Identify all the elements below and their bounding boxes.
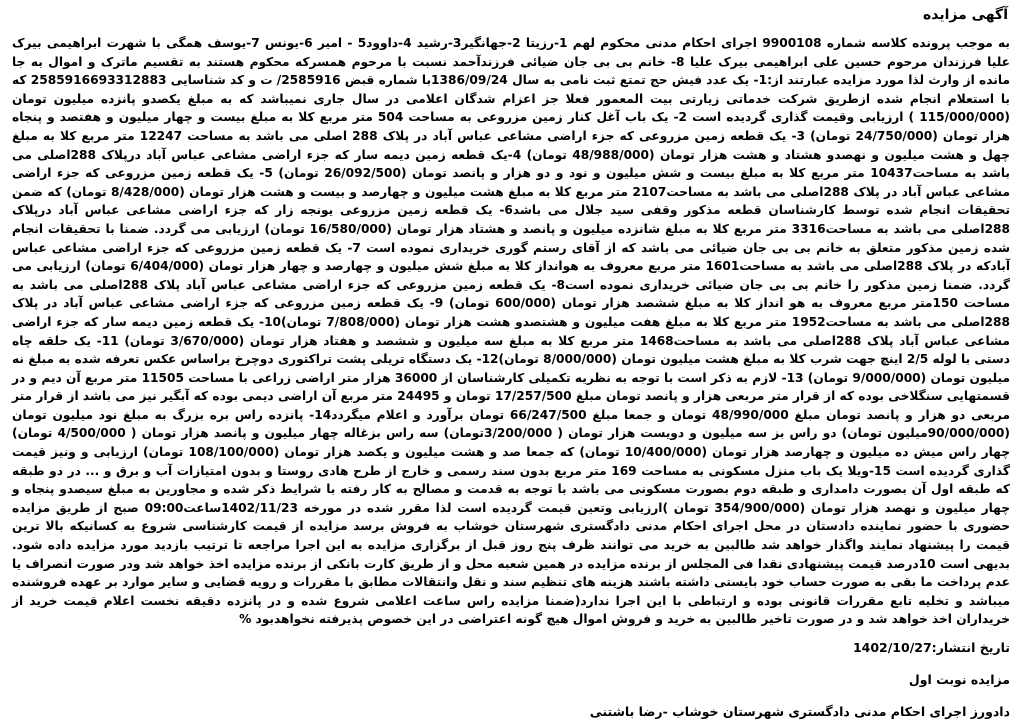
notice-title: آگهی مزایده: [922, 7, 1008, 23]
notice-body: به موجب پرونده کلاسه شماره 9900108 اجرای احکام مدنی محکوم لهم 1-رزیتا 2-جهانگیر3-رشید 4-داوود5 - امیر 6-یونس 7-یوسف همگی با شهرت ابراهیمی بیرک علیا فرزندان مرحوم حسین علی ابراهیمی بیرک علیا 8- خانم بی بی جان ضیائی فرزندآحمد نسبت با مرحوم همسرکه محکوم هستند به تقسیم ماترک و اموال به جا مانده از وارث لذا مورد مزایده عبارتند از:1- یک عدد فیش حج تمتع ثبت نامی به سال 1386/09/24با شماره قبض 2585916/ ت و کد شناسایی 2585916693312883 که با استعلام انجام شده ازطریق شرکت خدماتی زیارتی بیت المعمور فعلا جز اعزام شدگان اعلامی در سال جاری نمیباشد که به مبلغ یکصدو پانزده میلیون تومان (115/000/000 ) ارزیابی وقیمت گذاری گردیده است 2- یک باب آغل کنار زمین مزروعی به مساحت 504 متر مربع کلا به مبلغ بیست و چهار میلیون و هفتصد و پنجاه هزار تومان (24/750/000 تومان) 3- یک قطعه زمین مزروعی که جزء اراضی مشاعی عباس آباد در پلاک 288 اصلی می باشد به مساحت 12247 متر مربع کلا به مبلغ چهل و هشت میلیون و نهصدو هشتاد و هشت هزار تومان (48/988/000 تومان) 4-یک قطعه زمین دیمه سار که جزء اراضی مشاعی عباس آباد درپلاک 288اصلی می باشد به مساحت10437 متر مربع کلا به مبلغ بیست و شش میلیون و نود و دو هزار و پانصد تومان (26/092/500 تومان) 5- یک قطعه زمین مزروعی که جزء اراضی مشاعی عباس آباد در پلاک 288اصلی می باشد به مساحت2107 متر مربع کلا به مبلغ هشت میلیون و چهارصد و بیست و هشت هزار تومان (8/428/000 تومان) که ضمن تحقیقات انجام شده توسط کارشناسان قطعه مذکور وقفی سید جلال می باشد6- یک قطعه زمین مزروعی یونجه زار که جزء اراضی مشاعی عباس آباد درپلاک 288اصلی می باشد به مساحت3316 متر مربع کلا به مبلغ شانزده میلیون و پانصد و هشتاد هزار تومان (16/580/000 تومان) ارزیابی می گردد. ضمنا با تحقیقات انجام شده زمین مذکور متعلق به خانم بی بی جان ضیائی می باشد که از آقای رستم گوری خریداری نموده است 7- یک قطعه زمین مزروعی که جزء اراضی مشاعی عباس آبادکه در پلاک 288اصلی می باشد به مساحت1601 متر مربع معروف به هوانداز کلا به مبلغ شش میلیون و چهارصد و چهار هزار تومان (6/404/000 تومان) ارزیابی می گردد. ضمنا زمین مذکور را خانم بی بی جان ضیائی خریداری نموده است8- یک قطعه زمین مزروعی که جزء اراضی مشاعی عباس آباد پلاک 288اصلی می باشد به مساحت 150متر مربع معروف به هو انداز کلا به مبلغ ششصد هزار تومان (600/000 تومان) 9- یک قطعه زمین مزروعی که جزء اراضی مشاعی عباس آباد در پلاک 288اصلی می باشد به مساحت1952 متر مربع کلا به مبلغ هفت میلیون و هشتصدو هشت هزار تومان (7/808/000 تومان)10- یک قطعه زمین دیمه سار که جزء اراضی مشاعی عباس آباد پلاک 288اصلی می باشد به مساحت1468 متر مربع کلا به مبلغ سه میلیون و ششصد و هفتاد هزار تومان (3/670/000 تومان) 11- یک حلقه چاه دستی با لوله 2/5 اینچ جهت شرب کلا به مبلغ هشت میلیون تومان (8/000/000 تومان)12- یک دستگاه تریلی پشت تراکتوری دوچرخ براساس عکس تعرفه شده به مبلغ نه میلیون تومان (9/000/000 تومان) 13- لازم به ذکر است با توجه به نظریه تکمیلی کارشناسان از 36000 هزار متر اراضی زراعی با مساحت 11505 متر مربع آن دیم و در قسمتهایی سنگلاخی بوده که از قرار متر مربعی هزار و پانصد تومان مبلغ 17/257/500 تومان و 24495 متر مربع آن اراضی دیمی بوده که آبگیر نیز می باشد از قرار متر مربعی دو هزار و پانصد تومان مبلغ 48/990/000 تومان و جمعا مبلغ 66/247/500 تومان برآورد و اعلام میگردد14- پانزده راس بره بزرگ به مبلغ نود میلیون تومان (90/000/000میلیون تومان) دو راس بز سه میلیون و دویست هزار تومان ( 3/200/000تومان) سه راس بزغاله چهار میلیون و پانصد هزار تومان ( 4/500/000 تومان) چهار راس میش ده میلیون و چهارصد هزار تومان (10/400/000 تومان) که جمعا صد و هشت میلیون و یکصد هزار تومان (108/100/000 تومان) ارزیابی و ونیز قیمت گذاری گردیده است 15-ویلا یک باب منزل مسکونی به مساحت 169 متر مربع بدون سند رسمی و خارج از طرح هادی روستا و بدون امتیازات آب و برق و ... در دو طبقه که طبقه اول آن بصورت دامداری و طبقه دوم بصورت مسکونی می باشد با توجه به قدمت و مصالح به کار رفته با شرایط ذکر شده و مجاورین به مبلغ سیصدو پنجاه و چهار میلیون و نهصد هزار تومان (354/900/000 تومان )ارزیابی وتعین قیمت گردیده است لذا مقرر شده در مورخه 1402/11/23ساعت09:00 صبح از طریق مزایده حضوری با حضور نماینده دادستان در محل اجرای احکام مدنی دادگستری شهرستان خوشاب به فروش برسد مزایده از قیمت کارشناسی شروع به کسانیکه بالا ترین قیمت را پیشنهاد نمایند واگذار خواهد شد طالبین به خرید می توانند ظرف پنج روز قبل از برگزاری مزایده به این اجرا مراجعه تا ترتیب بازدید مورد مزایده داده شود. بدیهی است 10درصد قیمت پیشنهادی نقدا فی المجلس از برنده مزایده در همین شعبه محل و از طریق کارت بانکی از برنده مزایده اخذ خواهد شد ودر صورت انصراف یا عدم پرداخت ما بقی به صورت حساب خود بایستی داشته باشند هزینه های تنظیم سند و نقل وانتقالات مطابق با مقررات و رویه قضایی و سایر موارد بر عهده فروشنده میباشد و تخلیه تابع مقررات قانونی بوده و ارتباطی با این اجرا ندارد(ضمنا مزایده راس ساعت اعلامی شروع شده و در پانزده دقیقه نخست اعلام قیمت خرید از خریداران اخذ خواهد شد و در صورت تاخیر طالبین به خرید و فروش اموال هیچ گونه اعتراضی در این خصوص پذیرفته نخواهدبود %: [12, 36, 1011, 627]
auction-round: مزایده نوبت اول: [908, 672, 1010, 687]
publish-date: تاریخ انتشار:1402/10/27: [852, 640, 1010, 655]
signature: دادورز اجرای احکام مدنی دادگستری شهرستان خوشاب -رضا باشتنی: [589, 704, 1010, 719]
